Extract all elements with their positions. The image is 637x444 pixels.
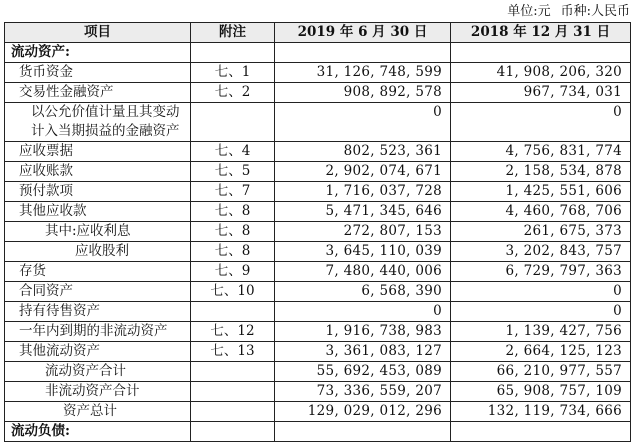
row-note: 七、2 [191, 83, 275, 103]
section-title: 流动资产: [5, 43, 191, 63]
row-note: 七、8 [191, 202, 275, 222]
row-item: 合同资产 [5, 282, 191, 302]
row-value-2018: 1, 139, 427, 756 [451, 322, 631, 342]
table-row [5, 202, 631, 222]
table-row [5, 222, 631, 242]
row-item: 以公允价值计量且其变动计入当期损益的金融资产 [5, 103, 191, 142]
table-row [5, 362, 631, 382]
row-note: 七、1 [191, 63, 275, 83]
header-note: 附注 [191, 23, 275, 43]
row-note: 七、4 [191, 142, 275, 162]
row-item: 其他流动资产 [5, 342, 191, 362]
table-row [5, 83, 631, 103]
row-value-2019: 908, 892, 578 [275, 83, 451, 103]
table-row [5, 162, 631, 182]
header-2019-06-30: 2019 年 6 月 30 日 [275, 23, 451, 43]
row-item: 应收票据 [5, 142, 191, 162]
row-note [191, 362, 275, 382]
row-value-2019: 802, 523, 361 [275, 142, 451, 162]
row-note: 七、7 [191, 182, 275, 202]
row-value-2019: 55, 692, 453, 089 [275, 362, 451, 382]
row-value-2018: 1, 425, 551, 606 [451, 182, 631, 202]
row-value-2018: 4, 460, 768, 706 [451, 202, 631, 222]
balance-sheet-table [4, 22, 631, 442]
table-row [5, 382, 631, 402]
row-note [191, 382, 275, 402]
row-value-2019: 7, 480, 440, 006 [275, 262, 451, 282]
row-value-2018: 65, 908, 757, 109 [451, 382, 631, 402]
row-value-2019: 129, 029, 012, 296 [275, 402, 451, 422]
row-note [191, 402, 275, 422]
row-item: 预付款项 [5, 182, 191, 202]
header-row [5, 23, 631, 43]
row-value-2018: 41, 908, 206, 320 [451, 63, 631, 83]
table-row [5, 103, 631, 142]
row-item: 持有待售资产 [5, 302, 191, 322]
table-row [5, 142, 631, 162]
row-value-2019: 31, 126, 748, 599 [275, 63, 451, 83]
row-value-2018: 3, 202, 843, 757 [451, 242, 631, 262]
table-row [5, 63, 631, 83]
row-value-2018: 0 [451, 103, 631, 142]
row-item: 资产总计 [5, 402, 191, 422]
row-value-2018: 967, 734, 031 [451, 83, 631, 103]
table-row [5, 182, 631, 202]
row-note: 七、10 [191, 282, 275, 302]
table-row [5, 342, 631, 362]
unit-line [430, 2, 630, 22]
row-note: 七、8 [191, 222, 275, 242]
row-value-2018: 2, 158, 534, 878 [451, 162, 631, 182]
row-value-2019: 0 [275, 302, 451, 322]
header-2018-12-31: 2018 年 12 月 31 日 [451, 23, 631, 43]
row-value-2018: 4, 756, 831, 774 [451, 142, 631, 162]
row-note: 七、12 [191, 322, 275, 342]
row-value-2018: 0 [451, 302, 631, 322]
row-value-2019: 73, 336, 559, 207 [275, 382, 451, 402]
row-item: 非流动资产合计 [5, 382, 191, 402]
row-item: 其他应收款 [5, 202, 191, 222]
row-value-2019: 6, 568, 390 [275, 282, 451, 302]
row-note: 七、5 [191, 162, 275, 182]
row-note [191, 103, 275, 142]
row-note [191, 302, 275, 322]
unit-label: 单位:元 [507, 4, 551, 19]
row-item: 应收股利 [5, 242, 191, 262]
row-value-2019: 1, 716, 037, 728 [275, 182, 451, 202]
row-item: 货币资金 [5, 63, 191, 83]
table-row [5, 242, 631, 262]
table-row [5, 262, 631, 282]
row-item: 交易性金融资产 [5, 83, 191, 103]
row-note: 七、13 [191, 342, 275, 362]
section-title: 流动负债: [5, 422, 191, 442]
row-value-2018: 6, 729, 797, 363 [451, 262, 631, 282]
row-item: 存货 [5, 262, 191, 282]
row-value-2019: 2, 902, 074, 671 [275, 162, 451, 182]
row-value-2018: 261, 675, 373 [451, 222, 631, 242]
header-item: 项目 [5, 23, 191, 43]
table-row [5, 322, 631, 342]
row-value-2019: 0 [275, 103, 451, 142]
section-row-current-liabilities [5, 422, 631, 442]
row-item: 其中:应收利息 [5, 222, 191, 242]
row-value-2019: 3, 361, 083, 127 [275, 342, 451, 362]
row-value-2019: 3, 645, 110, 039 [275, 242, 451, 262]
row-value-2018: 132, 119, 734, 666 [451, 402, 631, 422]
row-value-2018: 0 [451, 282, 631, 302]
row-item: 流动资产合计 [5, 362, 191, 382]
row-value-2018: 66, 210, 977, 557 [451, 362, 631, 382]
row-value-2019: 272, 807, 153 [275, 222, 451, 242]
row-note: 七、9 [191, 262, 275, 282]
row-note: 七、8 [191, 242, 275, 262]
table-row [5, 282, 631, 302]
row-value-2019: 5, 471, 345, 646 [275, 202, 451, 222]
table-row [5, 402, 631, 422]
row-item: 应收账款 [5, 162, 191, 182]
row-item: 一年内到期的非流动资产 [5, 322, 191, 342]
row-value-2019: 1, 916, 738, 983 [275, 322, 451, 342]
section-row-current-assets [5, 43, 631, 63]
currency-label: 币种:人民币 [560, 4, 630, 19]
row-value-2018: 2, 664, 125, 123 [451, 342, 631, 362]
table-row [5, 302, 631, 322]
